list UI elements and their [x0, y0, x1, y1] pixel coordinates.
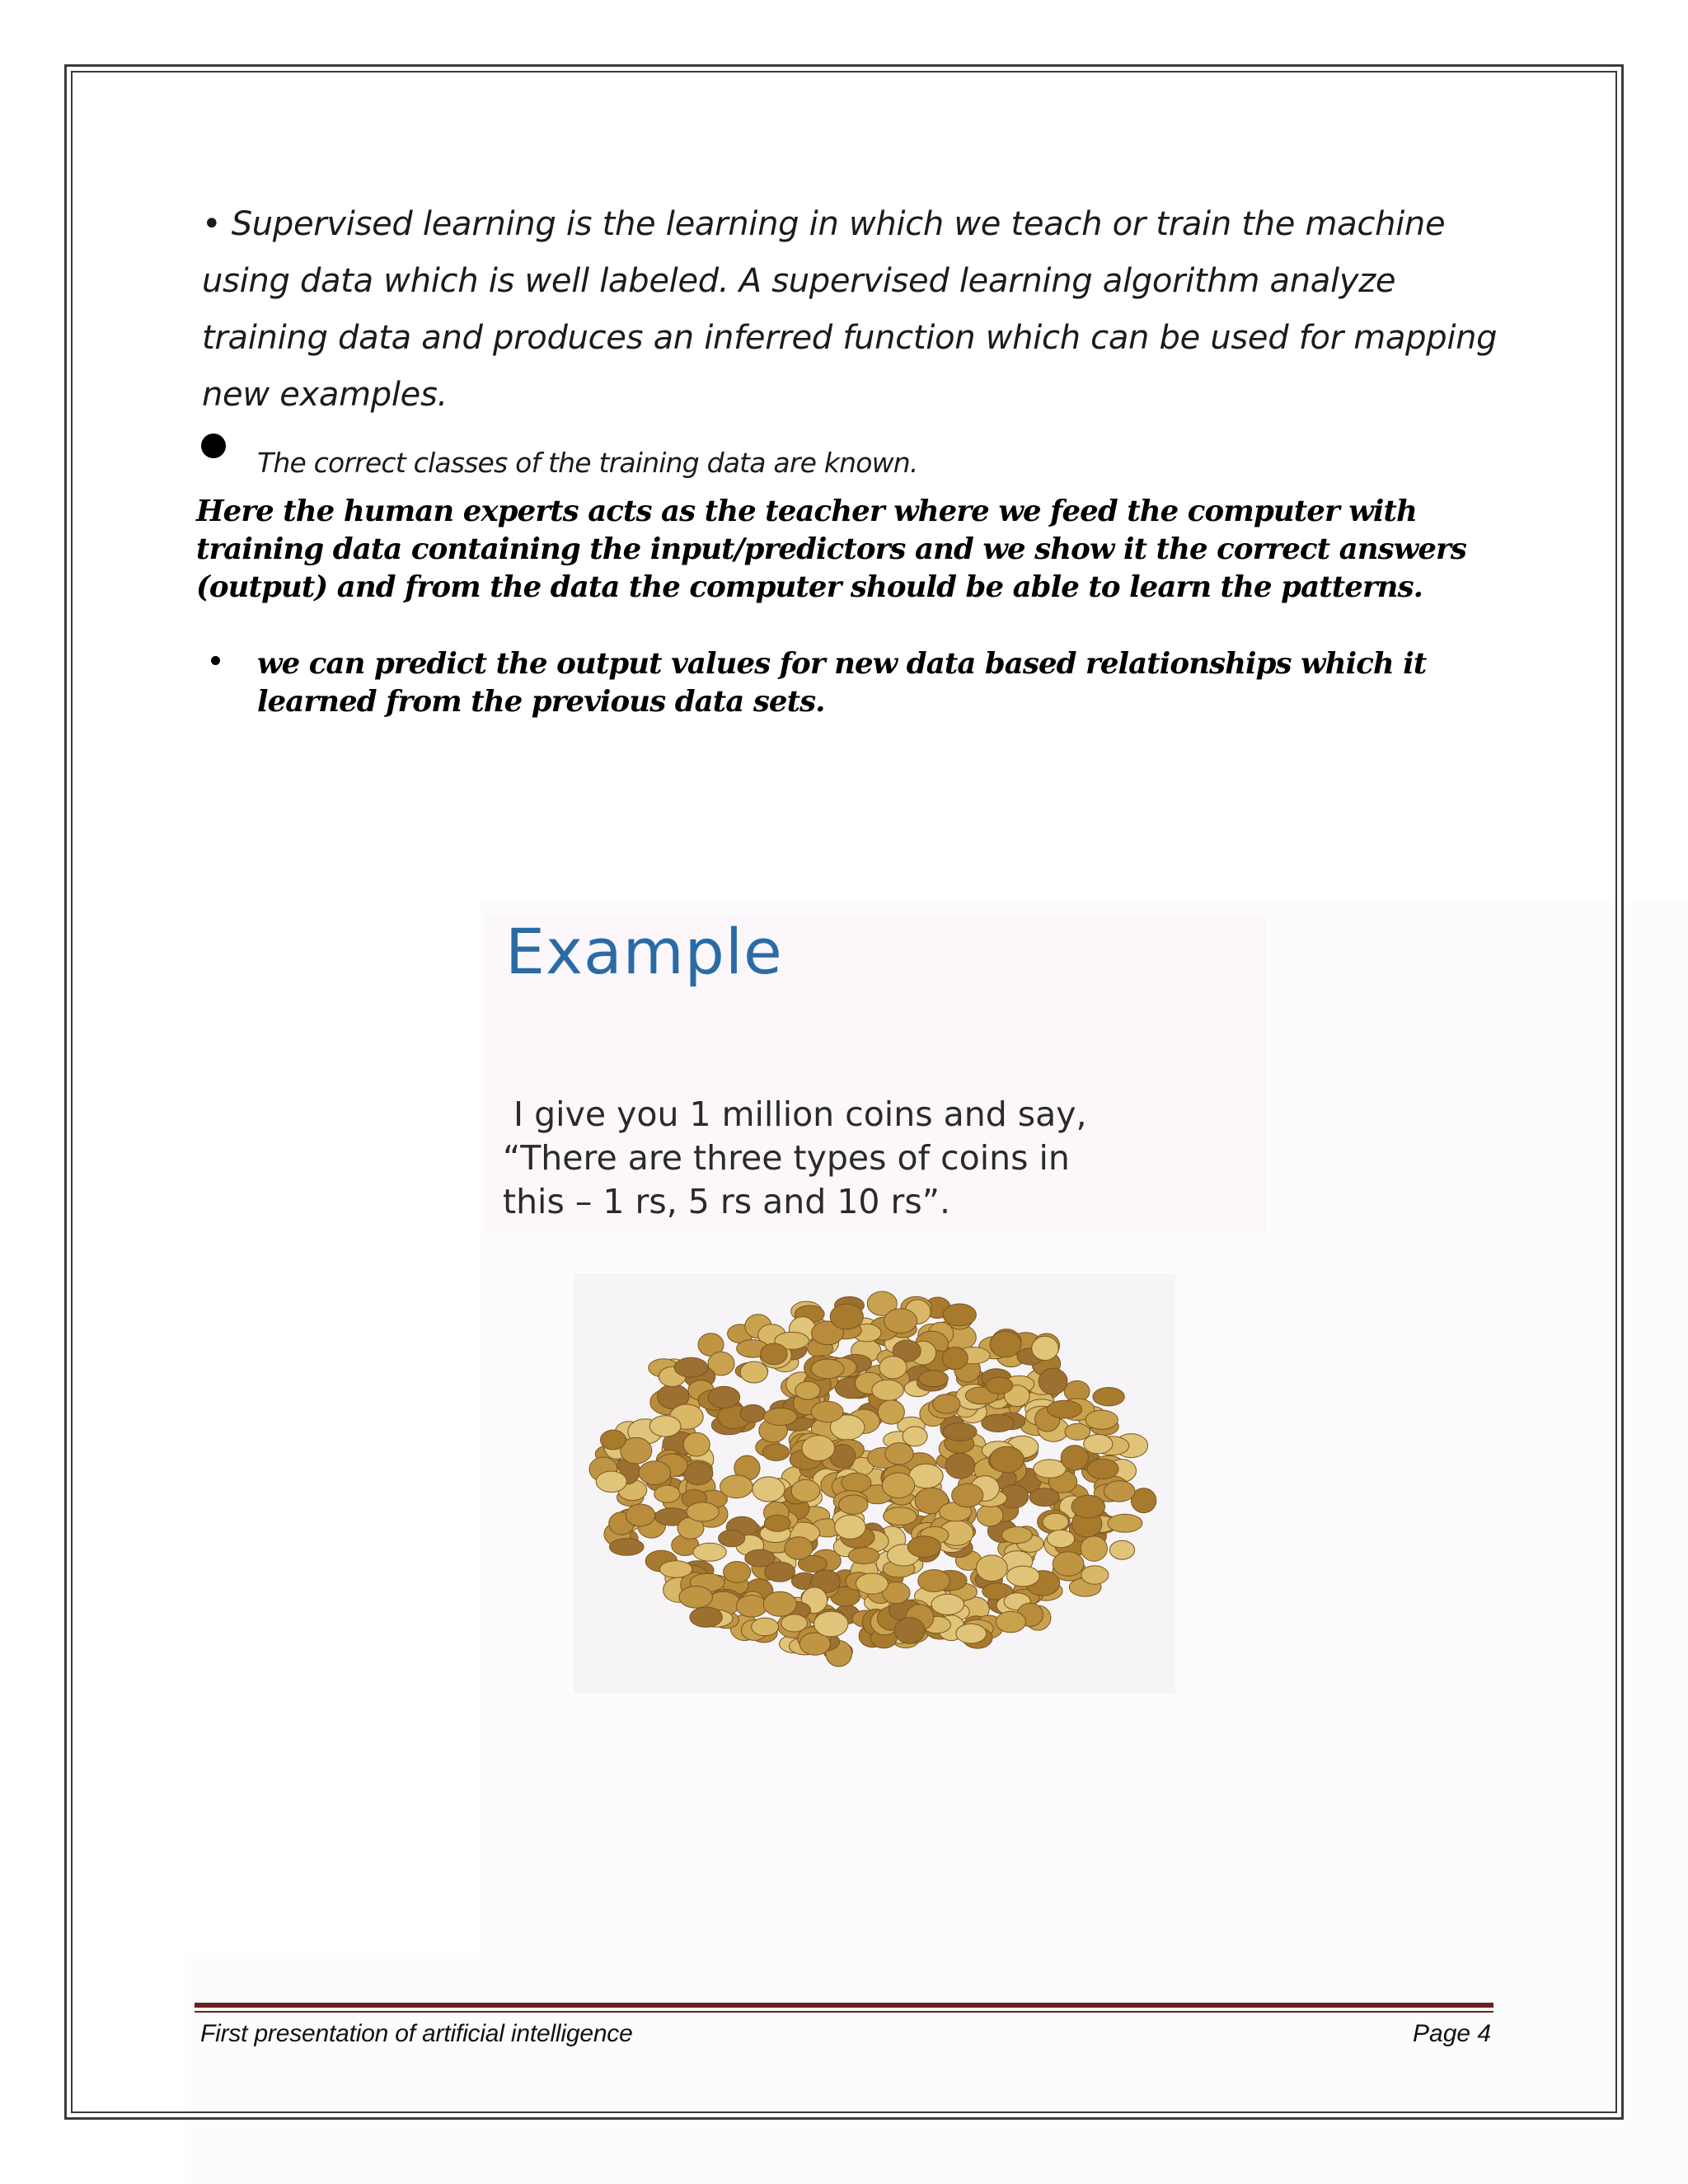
footer-title: First presentation of artificial intelligence [200, 2020, 633, 2047]
coin-pile-graphic [574, 1273, 1175, 1694]
footer-rule-thin [195, 2011, 1493, 2013]
coin [982, 1414, 1015, 1432]
coin [674, 1357, 707, 1377]
footer-rule [195, 2003, 1493, 2008]
coin [1032, 1336, 1059, 1360]
coin [708, 1386, 740, 1408]
coin [885, 1443, 913, 1465]
coin [903, 1427, 927, 1446]
experts-paragraph: Here the human experts acts as the teacher where we feed the computer with training data containing the input/predictors and we show it the correct answers (output) and from the data the computer should be able to learn the patterns. [196, 494, 1466, 604]
predict-bullet-text: we can predict the output values for new data based relationships which it learned from the previous data sets. [257, 647, 1427, 719]
coin [977, 1505, 1003, 1526]
coin [842, 1473, 871, 1493]
coin [894, 1618, 925, 1644]
coin [690, 1607, 722, 1627]
coin [872, 1380, 904, 1400]
coin [601, 1430, 626, 1450]
coin [878, 1400, 904, 1424]
coin [1061, 1446, 1088, 1470]
coin [907, 1536, 940, 1558]
coin [933, 1394, 960, 1413]
coin [1006, 1566, 1039, 1586]
coin [1085, 1410, 1118, 1429]
list-bullet [211, 656, 220, 665]
coin [849, 1548, 879, 1564]
coin [596, 1471, 626, 1493]
coin [764, 1515, 790, 1531]
coin [919, 1371, 949, 1387]
coin [683, 1432, 710, 1456]
coin [1084, 1434, 1113, 1453]
coin [679, 1586, 713, 1609]
coin [1043, 1513, 1068, 1530]
coin [687, 1502, 719, 1521]
coin [609, 1539, 644, 1556]
coin [943, 1422, 977, 1441]
coin [740, 1361, 767, 1383]
coin [764, 1408, 797, 1426]
known-classes-text: The correct classes of the training data are known. [257, 447, 918, 479]
coin [791, 1479, 820, 1502]
coin [1001, 1527, 1032, 1544]
example-slide [485, 915, 1266, 1232]
coin [1104, 1481, 1135, 1502]
coin [835, 1515, 866, 1539]
coin [736, 1596, 767, 1618]
coin [740, 1404, 766, 1422]
coin [781, 1615, 808, 1632]
coin [996, 1611, 1025, 1633]
coin [990, 1331, 1021, 1357]
coin [1081, 1536, 1107, 1562]
coin [884, 1309, 917, 1333]
coin [745, 1549, 775, 1567]
coin [1029, 1488, 1059, 1507]
coin [626, 1504, 654, 1526]
coin [753, 1477, 785, 1502]
coin [763, 1591, 796, 1616]
coin [942, 1347, 968, 1370]
coin [956, 1624, 987, 1643]
coin [752, 1618, 779, 1636]
coin [945, 1453, 975, 1479]
coin [1053, 1552, 1084, 1576]
coin [659, 1561, 692, 1578]
coin [931, 1594, 964, 1615]
coin [785, 1537, 813, 1560]
coin [882, 1473, 914, 1498]
coin [976, 1555, 1007, 1582]
coin-pile-image [574, 1273, 1175, 1694]
coin [830, 1304, 863, 1329]
coin [811, 1359, 844, 1379]
coin [952, 1483, 983, 1507]
coin [1065, 1423, 1090, 1440]
coin [990, 1446, 1024, 1473]
coin [918, 1570, 950, 1592]
slide-text: I give you 1 million coins and say, “There are three types of coins in this – 1 rs, 5 rs and 10 rs”. [503, 1094, 1087, 1221]
coin [879, 1357, 907, 1379]
coin [811, 1401, 843, 1422]
coin [1081, 1566, 1109, 1585]
coin [814, 1611, 848, 1637]
coin [802, 1436, 835, 1461]
coin [724, 1562, 751, 1583]
intro-paragraph: • Supervised learning is the learning in which we teach or train the machine using data which is well labeled. A supervised learning algorithm analyze training data and produces an inferred function which can be used for mapping new examples. [202, 205, 1498, 414]
page-number: Page 4 [1413, 2020, 1492, 2047]
coin [719, 1530, 745, 1546]
coin [795, 1381, 820, 1399]
bullet-dot [201, 434, 226, 458]
coin [1071, 1495, 1105, 1518]
coin [1087, 1459, 1118, 1479]
coin [884, 1507, 917, 1526]
coin [649, 1416, 681, 1437]
coin [762, 1444, 789, 1460]
coin [1108, 1514, 1142, 1532]
coin [1039, 1368, 1067, 1394]
coin [639, 1461, 670, 1485]
coin [654, 1485, 680, 1502]
slide-title: Example [505, 915, 783, 988]
coin [761, 1343, 787, 1365]
coin [720, 1475, 753, 1498]
coin [1048, 1400, 1082, 1418]
coin [693, 1543, 726, 1561]
coin [856, 1573, 888, 1594]
coin [1047, 1530, 1074, 1547]
coin [1093, 1388, 1124, 1406]
coin [986, 1377, 1013, 1394]
coin [943, 1304, 976, 1326]
coin [839, 1495, 868, 1514]
coin [1109, 1540, 1134, 1559]
coin [1034, 1460, 1067, 1478]
